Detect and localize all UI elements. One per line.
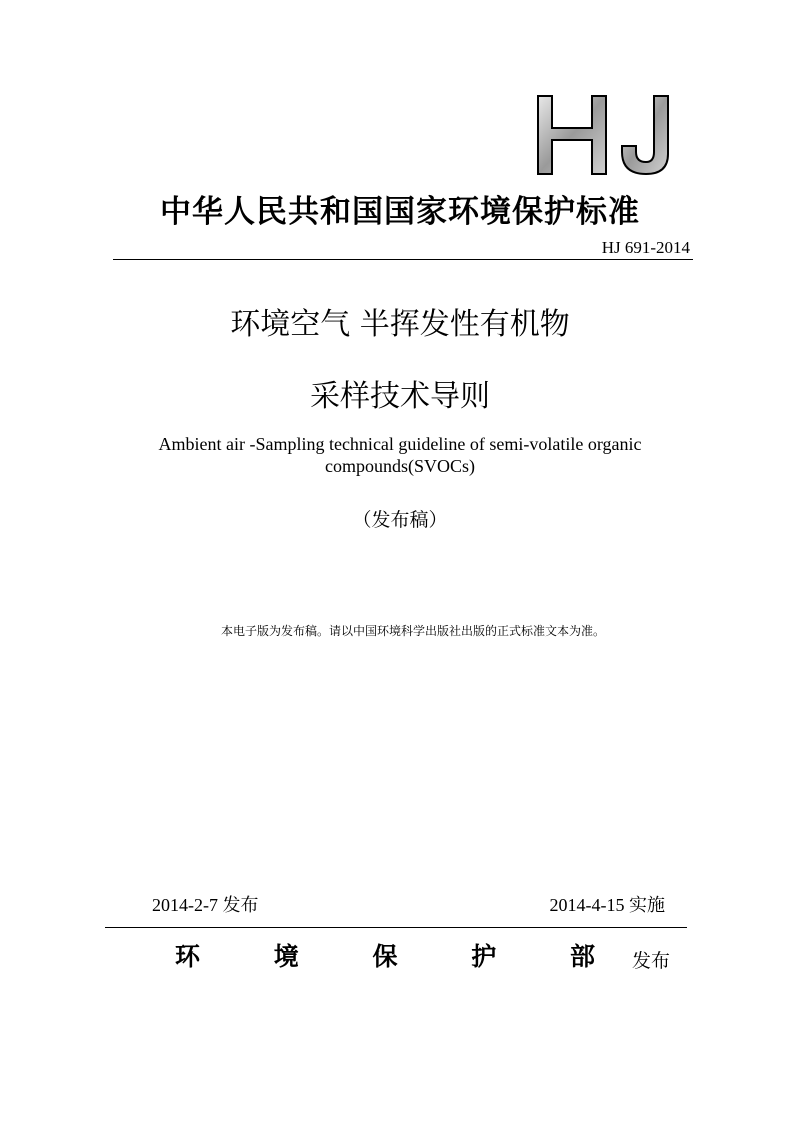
standard-code: HJ 691-2014 <box>601 238 690 257</box>
hj-logo <box>536 94 676 176</box>
footer-issuer-char: 护 <box>471 942 497 971</box>
footer-issuer <box>175 940 595 974</box>
footer-issuer-suffix: 发布 <box>632 950 671 972</box>
hj-letter-h <box>538 96 606 174</box>
english-title-line-1: Ambient air -Sampling technical guideline of semi-volatile organic <box>158 434 642 454</box>
title-line-1: 环境空气 半挥发性有机物 <box>230 307 570 342</box>
footer-issuer-char: 环 <box>175 942 201 971</box>
hj-letter-j <box>622 96 668 174</box>
issuer-header: 中华人民共和国国家环境保护标准 <box>160 194 640 230</box>
header-divider <box>113 259 693 260</box>
implementation-date: 2014-4-15 实施 <box>549 895 665 915</box>
footer-issuer-char: 境 <box>273 942 299 971</box>
issue-date: 2014-2-7 发布 <box>152 895 259 915</box>
english-title-line-2: compounds(SVOCs) <box>324 456 475 476</box>
footer-divider <box>105 927 687 928</box>
edition-notice: 本电子版为发布稿。请以中国环境科学出版社出版的正式标准文本为准。 <box>220 624 605 638</box>
title-line-2: 采样技术导则 <box>310 379 490 414</box>
draft-label: （发布稿） <box>352 509 448 531</box>
footer-issuer-char: 部 <box>569 942 595 971</box>
footer-issuer-char: 保 <box>372 942 398 971</box>
